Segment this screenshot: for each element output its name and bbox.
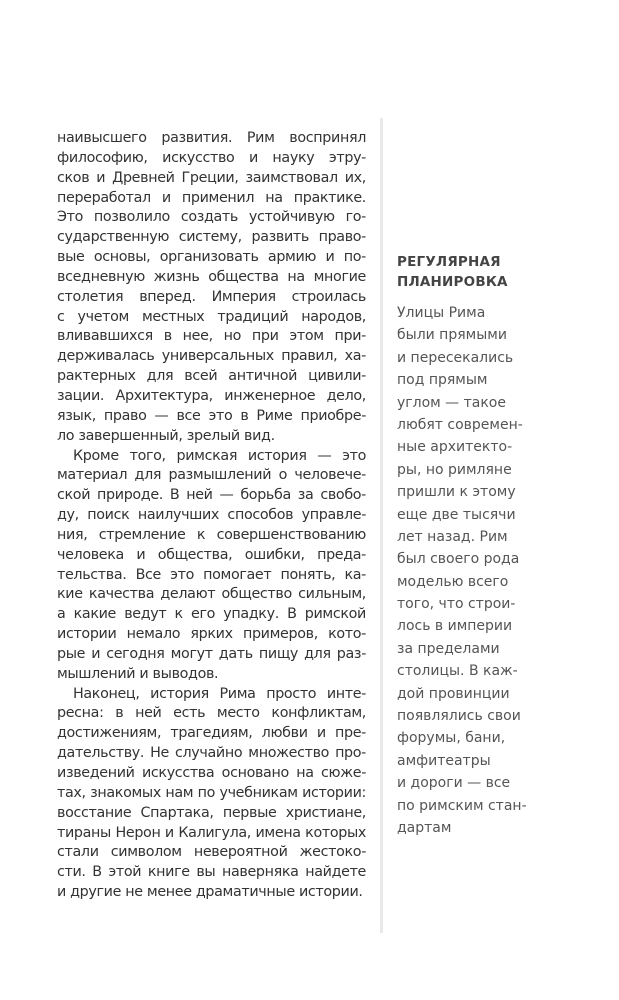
- text-line: вливавшихся в нее, но при этом при-: [57, 328, 366, 345]
- text-line: сти. В этой книге вы наверняка найдете: [57, 864, 366, 881]
- text-line: язык, право — все это в Риме приобре-: [57, 407, 366, 424]
- sidebar-body: [397, 302, 532, 839]
- text-line: материал для размышлений о человече-: [57, 467, 366, 484]
- text-line: а какие ведут к его упадку. В римской: [57, 606, 366, 623]
- text-line: вые основы, организовать армию и по-: [57, 249, 366, 266]
- sidebar-divider: [380, 118, 383, 933]
- sidebar-heading-line-1: РЕГУЛЯРНАЯ: [397, 254, 501, 270]
- text-line: держивалась универсальных правил, ха-: [57, 348, 366, 365]
- text-line: кие качества делают общество сильным,: [57, 586, 366, 603]
- text-line: ской природе. В ней — борьба за свобо-: [57, 487, 366, 504]
- text-line: ло завершенный, зрелый вид.: [57, 427, 275, 444]
- text-line: с учетом местных традиций народов,: [57, 308, 366, 325]
- text-line: мышлений и выводов.: [57, 665, 219, 682]
- text-line: Наконец, история Рима просто инте-: [73, 685, 366, 702]
- sidebar-text-line: амфитеатры: [397, 752, 491, 769]
- text-line: тах, знакомых нам по учебникам истории:: [57, 784, 366, 801]
- sidebar-text-line: и пересекались: [397, 349, 514, 366]
- text-line: зации. Архитектура, инженерное дело,: [57, 387, 366, 404]
- text-line: стали символом невероятной жестоко-: [57, 844, 366, 861]
- text-line: ду, поиск наилучших способов управле-: [57, 507, 366, 524]
- sidebar-text-line: столицы. В каж-: [397, 663, 518, 680]
- text-line: переработал и применил на практике.: [57, 189, 366, 206]
- sidebar-text-line: еще две тысячи: [397, 506, 516, 523]
- sidebar-text-line: любят современ-: [397, 416, 523, 433]
- text-line: рые и сегодня могут дать пищу для раз-: [57, 645, 366, 662]
- text-line: рактерных для всей античной цивили-: [57, 368, 366, 385]
- sidebar-text-line: дой провинции: [397, 685, 510, 702]
- text-line: ресна: в ней есть место конфликтам,: [57, 705, 366, 722]
- text-line: сударственную систему, развить право-: [57, 229, 366, 246]
- text-line: философию, искусство и науку этру-: [57, 149, 366, 166]
- text-line: изведений искусства основано на сюже-: [57, 765, 366, 781]
- sidebar-text-line: углом — такое: [397, 394, 506, 411]
- sidebar-text-line: были прямыми: [397, 327, 507, 344]
- sidebar-text-line: за пределами: [397, 640, 500, 657]
- sidebar-text-line: форумы, бани,: [397, 730, 506, 747]
- sidebar-text-line: лет назад. Рим: [397, 528, 508, 545]
- sidebar-note: [397, 252, 532, 839]
- text-line: сков и Древней Греции, заимствовал их,: [57, 169, 366, 186]
- text-line: вседневную жизнь общества на многие: [57, 268, 366, 285]
- sidebar-text-line: дартам: [397, 819, 452, 836]
- sidebar-text-line: ные архитекто-: [397, 439, 513, 456]
- sidebar-heading-line-2: ПЛАНИРОВКА: [397, 274, 508, 290]
- sidebar-text-line: под прямым: [397, 372, 488, 389]
- text-line: столетия вперед. Империя строилась: [57, 288, 366, 305]
- text-line: Кроме того, римская история — это: [73, 447, 366, 464]
- sidebar-text-line: того, что строи-: [397, 596, 516, 613]
- sidebar-text-line: моделью всего: [397, 573, 509, 590]
- text-line: наивысшего развития. Рим воспринял: [57, 130, 366, 146]
- text-line: дательству. Не случайно множество про-: [57, 745, 366, 762]
- text-line: Это позволило создать устойчивую го-: [57, 209, 366, 226]
- sidebar-text-line: лось в империи: [397, 618, 513, 635]
- sidebar-text-line: Улицы Рима: [397, 305, 486, 321]
- sidebar-text-line: появлялись свои: [397, 708, 521, 725]
- text-line: тельства. Все это помогает понять, ка-: [57, 566, 366, 583]
- text-line: истории немало ярких примеров, кото-: [57, 626, 366, 643]
- main-text-column: [57, 129, 366, 903]
- sidebar-text-line: ры, но римляне: [397, 461, 512, 478]
- text-line: тираны Нерон и Калигула, имена которых: [57, 824, 366, 841]
- text-line: и другие не менее драматичные истории.: [57, 884, 363, 901]
- sidebar-text-line: пришли к этому: [397, 484, 516, 501]
- text-line: человека и общества, ошибки, преда-: [57, 546, 366, 563]
- text-line: достижениям, трагедиям, любви и пре-: [57, 725, 366, 742]
- sidebar-text-line: по римским стан-: [397, 797, 527, 814]
- sidebar-text-line: и дороги — все: [397, 775, 511, 792]
- text-line: ния, стремление к совершенствованию: [57, 526, 366, 543]
- text-line: восстание Спартака, первые христиане,: [57, 804, 366, 821]
- sidebar-text-line: был своего рода: [397, 551, 520, 568]
